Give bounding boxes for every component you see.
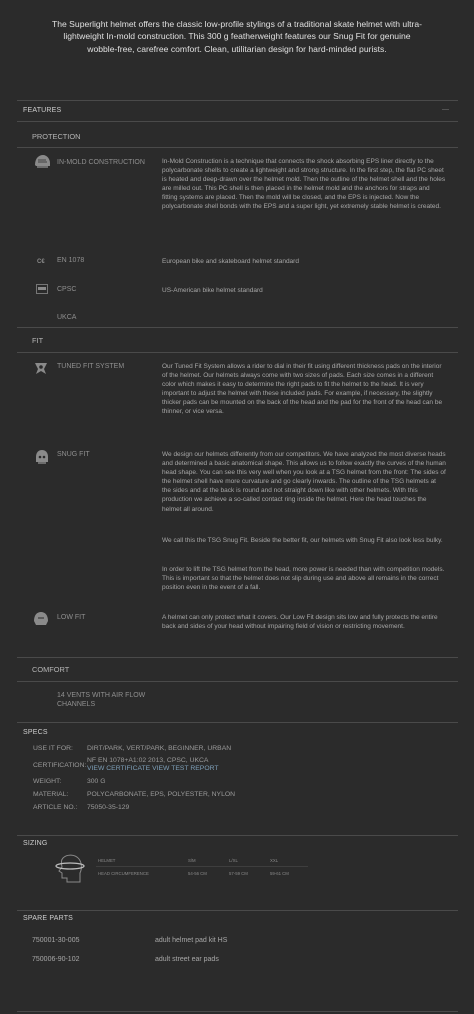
feature-desc-cpsc: US-American bike helmet standard: [162, 287, 263, 294]
feature-label-inmold: IN-MOLD CONSTRUCTION: [57, 159, 145, 166]
feature-desc-en1078: European bike and skateboard helmet standard: [162, 258, 299, 265]
feature-desc-tuned-fit: Our Tuned Fit System allows a rider to dial in their fit using different thickness pads on the interior of the helmet. Our helmets always come with two sizes of pads. Each size comes in a different color which makes it easy to determine the right pads to fit the helmet to the head. It is very important to adjust the helmet with these included pads. For example, if necessary, the slightly thicker pads can be mounted on the back of the head and the pad for the front of the head can be thinner, or vice versa.: [162, 363, 443, 416]
product-intro: The Superlight helmet offers the classic low-profile stylings of a traditional skate helmet with ultra-lightweight In-mold construction. This 300 g featherweight features our Snug Fit for genuine wobble-free, carefree comfort. Clean, utilitarian design for hard-minded purists.: [51, 19, 423, 54]
cpsc-icon: [36, 284, 48, 294]
feature-label-ukca: UKCA: [57, 314, 77, 321]
specs-heading[interactable]: SPECS: [23, 729, 48, 736]
feature-desc-snug-fit: We design our helmets differently from our competitors. We have analyzed the most diverse heads and determined a basic anatomical shape. This allows us to follow exactly the curves of the human head shape. You can see this very well when you look at a TSG helmet from the front: The sides of the helmet shell have more curvature and go clearly inwards. The outline of the TSG helmets at the sides and at the back is round and not straight down like with other helmets. With this production we achieve a so-called contact ring inside the helmet. Here the head touches the helmet all around.: [162, 451, 446, 513]
feature-desc-snug-fit-3: In order to lift the TSG helmet from the head, more power is needed than with competition models. This is important so that the helmet does not slip during use and above all remains in the correct position even in the event of a fall.: [162, 566, 445, 592]
size-value-lxl: 57-59 CM: [229, 871, 248, 876]
fit-subheading: FIT: [32, 336, 44, 345]
spec-value-article: 75050-35-129: [87, 804, 130, 811]
feature-desc-inmold: In-Mold Construction is a technique that connects the shock absorbing EPS liner directly to the polycarbonate shells to create a lightweight and strong structure. In the first step, the flat PC sheet is heated and deep-drawn over the helmet mold. Then the outline of the helmet shell and the holes are milled out. This PC shell is then placed in the helmet mold and the anchors for straps and fitting systems are placed. Then the mold will be closed, and the EPS is injected. Now the polycarbonate shell bonds with the EPS and a super light, yet extremely stable helmet is created.: [162, 158, 446, 211]
size-row-label: HEAD CIRCUMFERENCE: [98, 871, 149, 876]
feature-label-vents: 14 VENTS WITH AIR FLOW CHANNELS: [57, 692, 146, 708]
feature-desc-snug-fit-2: We call this the TSG Snug Fit. Beside the better fit, our helmets with Snug Fit also look less bulky.: [162, 537, 443, 544]
size-value-xxl: 59-61 CM: [270, 871, 289, 876]
divider: [17, 722, 458, 723]
size-header-helmet: HELMET: [98, 858, 116, 863]
feature-label-en1078: EN 1078: [57, 257, 85, 264]
spare-parts-heading[interactable]: SPARE PARTS: [23, 915, 74, 922]
tuned-fit-icon: [33, 360, 49, 376]
spare-part-name[interactable]: adult helmet pad kit HS: [155, 937, 228, 944]
features-heading[interactable]: FEATURES: [23, 107, 62, 114]
size-header-lxl: L/XL: [229, 858, 238, 863]
view-certificate-link[interactable]: VIEW CERTIFICATE: [87, 765, 151, 773]
spec-key-material: MATERIAL:: [33, 791, 69, 798]
divider: [17, 100, 458, 101]
feature-desc-low-fit: A helmet can only protect what it covers. Our Low Fit design sits low and fully protects the entire back and sides of your head without impairing field of vision or restricting movement.: [162, 614, 438, 631]
spec-value-weight: 300 G: [87, 778, 106, 785]
feature-label-snug-fit: SNUG FIT: [57, 451, 90, 458]
head-measure-icon: [53, 852, 87, 888]
spare-part-number: 750001-30-005: [32, 937, 80, 944]
helmet-inmold-icon: [33, 154, 51, 170]
spare-part-number: 750006-90-102: [32, 956, 80, 963]
divider: [17, 910, 458, 911]
spec-value-material: POLYCARBONATE, EPS, POLYESTER, NYLON: [87, 791, 236, 798]
divider: [17, 327, 458, 328]
features-collapse-toggle[interactable]: —: [442, 106, 449, 113]
view-test-report-link[interactable]: VIEW TEST REPORT: [152, 765, 219, 773]
divider: [17, 1011, 458, 1012]
spec-key-article: ARTICLE NO.:: [33, 804, 78, 811]
spare-part-name[interactable]: adult street ear pads: [155, 956, 219, 963]
size-header-xxl: XXL: [270, 858, 279, 863]
protection-subheading: PROTECTION: [32, 132, 81, 141]
divider: [17, 147, 458, 148]
divider: [17, 681, 458, 682]
snug-fit-icon: [33, 448, 51, 466]
divider: [17, 835, 458, 836]
size-value-sm: 54-56 CM: [188, 871, 207, 876]
comfort-subheading: COMFORT: [32, 665, 70, 674]
feature-label-cpsc: CPSC: [57, 286, 77, 293]
ce-icon: C€: [37, 259, 45, 265]
spec-key-weight: WEIGHT:: [33, 778, 62, 785]
low-fit-icon: [32, 611, 50, 627]
size-table-divider: [96, 866, 308, 867]
divider: [17, 121, 458, 122]
feature-label-low-fit: LOW FIT: [57, 614, 86, 621]
divider: [17, 657, 458, 658]
divider: [17, 352, 458, 353]
size-header-sm: S/M: [188, 858, 196, 863]
spec-value-certification: [87, 757, 219, 774]
feature-label-tuned-fit: TUNED FIT SYSTEM: [57, 363, 125, 370]
certification-text: NF EN 1078+A1:02 2013, CPSC, UKCA: [87, 757, 209, 764]
spec-key-certification: CERTIFICATION:: [33, 762, 87, 769]
spec-value-use: DIRT/PARK, VERT/PARK, BEGINNER, URBAN: [87, 745, 232, 752]
sizing-heading[interactable]: SIZING: [23, 840, 48, 847]
spec-key-use: USE IT FOR:: [33, 745, 73, 752]
